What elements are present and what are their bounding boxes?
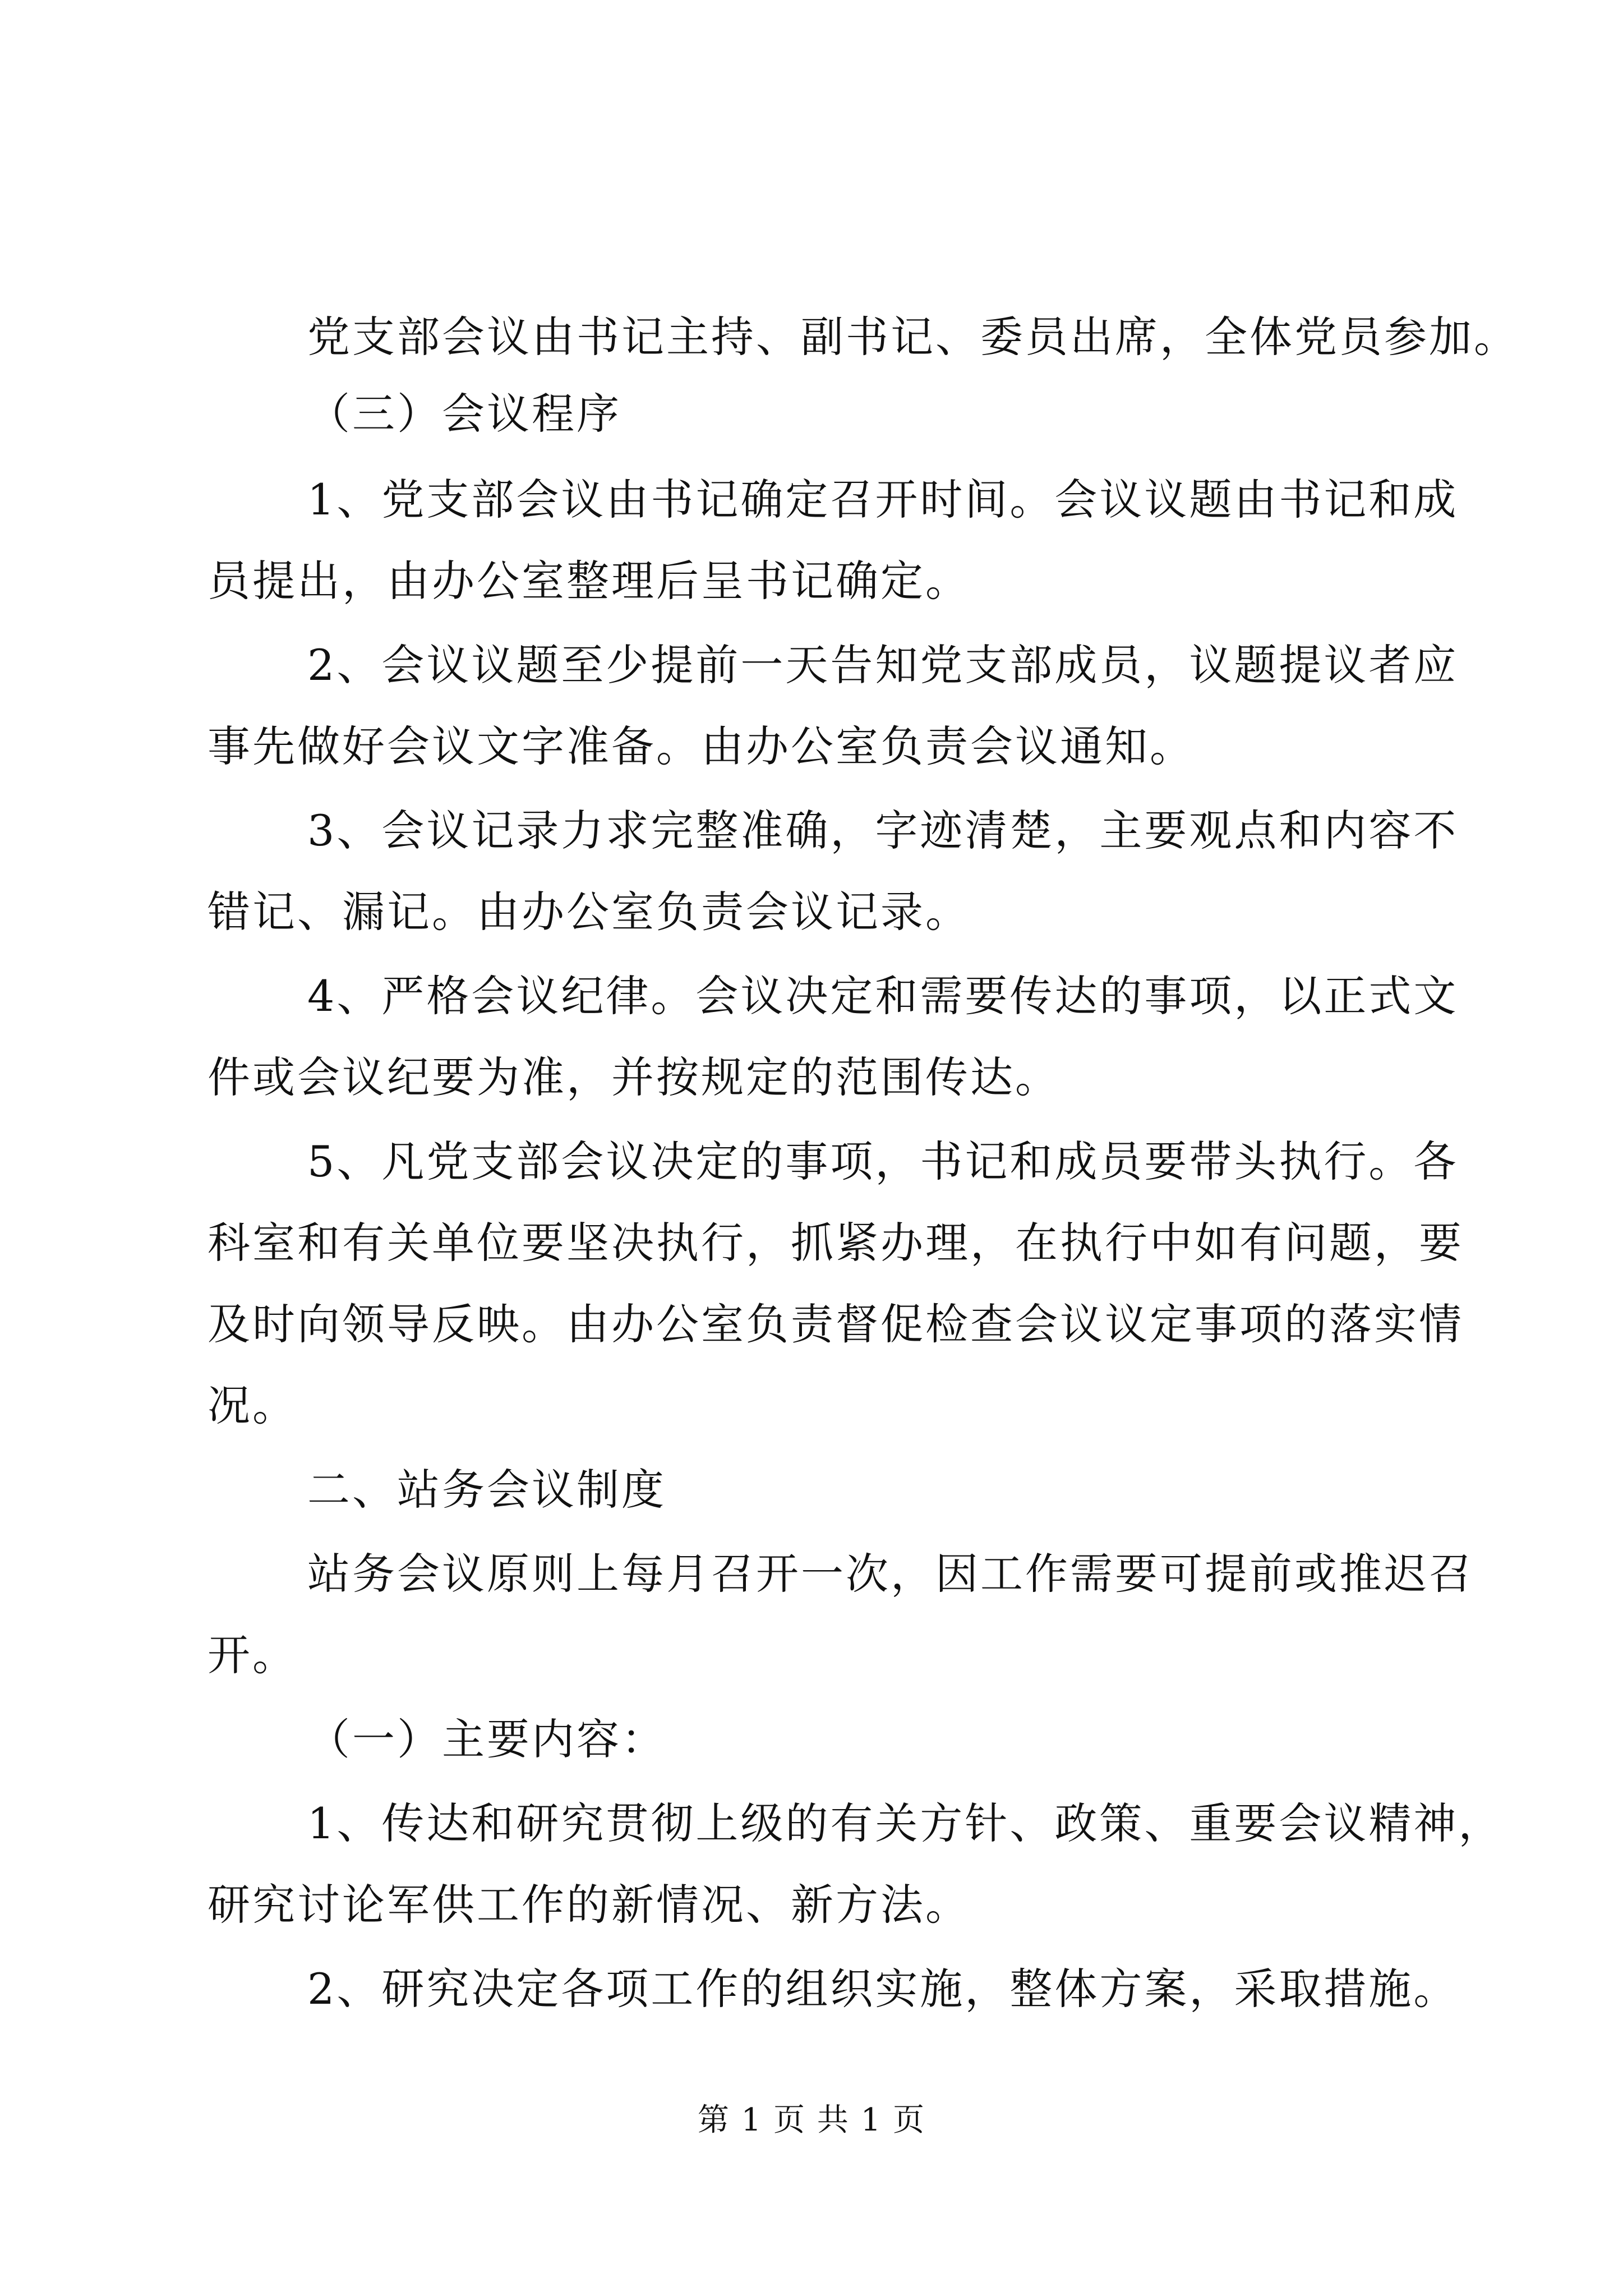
paragraph-line: 员提出，由办公室整理后呈书记确定。	[208, 556, 970, 606]
paragraph-line: 党支部会议由书记主持、副书记、委员出席，全体党员参加。	[307, 312, 1519, 362]
paragraph-line: 5、凡党支部会议决定的事项，书记和成员要带头执行。各	[307, 1137, 1459, 1186]
paragraph-line: 况。	[208, 1381, 297, 1430]
paragraph-line: 科室和有关单位要坚决执行，抓紧办理，在执行中如有问题，要	[208, 1218, 1464, 1268]
paragraph-line: 4、严格会议纪律。会议决定和需要传达的事项，以正式文	[307, 971, 1459, 1021]
paragraph-line: 1、党支部会议由书记确定召开时间。会议议题由书记和成	[307, 475, 1459, 524]
paragraph-line: 研究讨论军供工作的新情况、新方法。	[208, 1880, 970, 1930]
section-heading: 二、站务会议制度	[307, 1465, 666, 1515]
paragraph-line: 及时向领导反映。由办公室负责督促检查会议议定事项的落实情	[208, 1299, 1464, 1349]
paragraph-line: 开。	[208, 1630, 297, 1680]
section-heading: （一）主要内容：	[307, 1714, 666, 1764]
paragraph-line: 2、研究决定各项工作的组织实施，整体方案，采取措施。	[307, 1964, 1459, 2014]
paragraph-line: 3、会议记录力求完整准确，字迹清楚，主要观点和内容不	[307, 806, 1459, 855]
page-number-footer: 第 1 页 共 1 页	[697, 2102, 926, 2138]
paragraph-line: 错记、漏记。由办公室负责会议记录。	[208, 887, 970, 937]
paragraph-line: 事先做好会议文字准备。由办公室负责会议通知。	[208, 721, 1195, 771]
paragraph-line: 1、传达和研究贯彻上级的有关方针、政策、重要会议精神，	[307, 1798, 1504, 1848]
paragraph-line: 件或会议纪要为准，并按规定的范围传达。	[208, 1052, 1060, 1102]
paragraph-line: 站务会议原则上每月召开一次，因工作需要可提前或推迟召	[307, 1549, 1474, 1599]
paragraph-line: 2、会议议题至少提前一天告知党支部成员，议题提议者应	[307, 640, 1459, 690]
section-heading: （三）会议程序	[307, 389, 621, 439]
